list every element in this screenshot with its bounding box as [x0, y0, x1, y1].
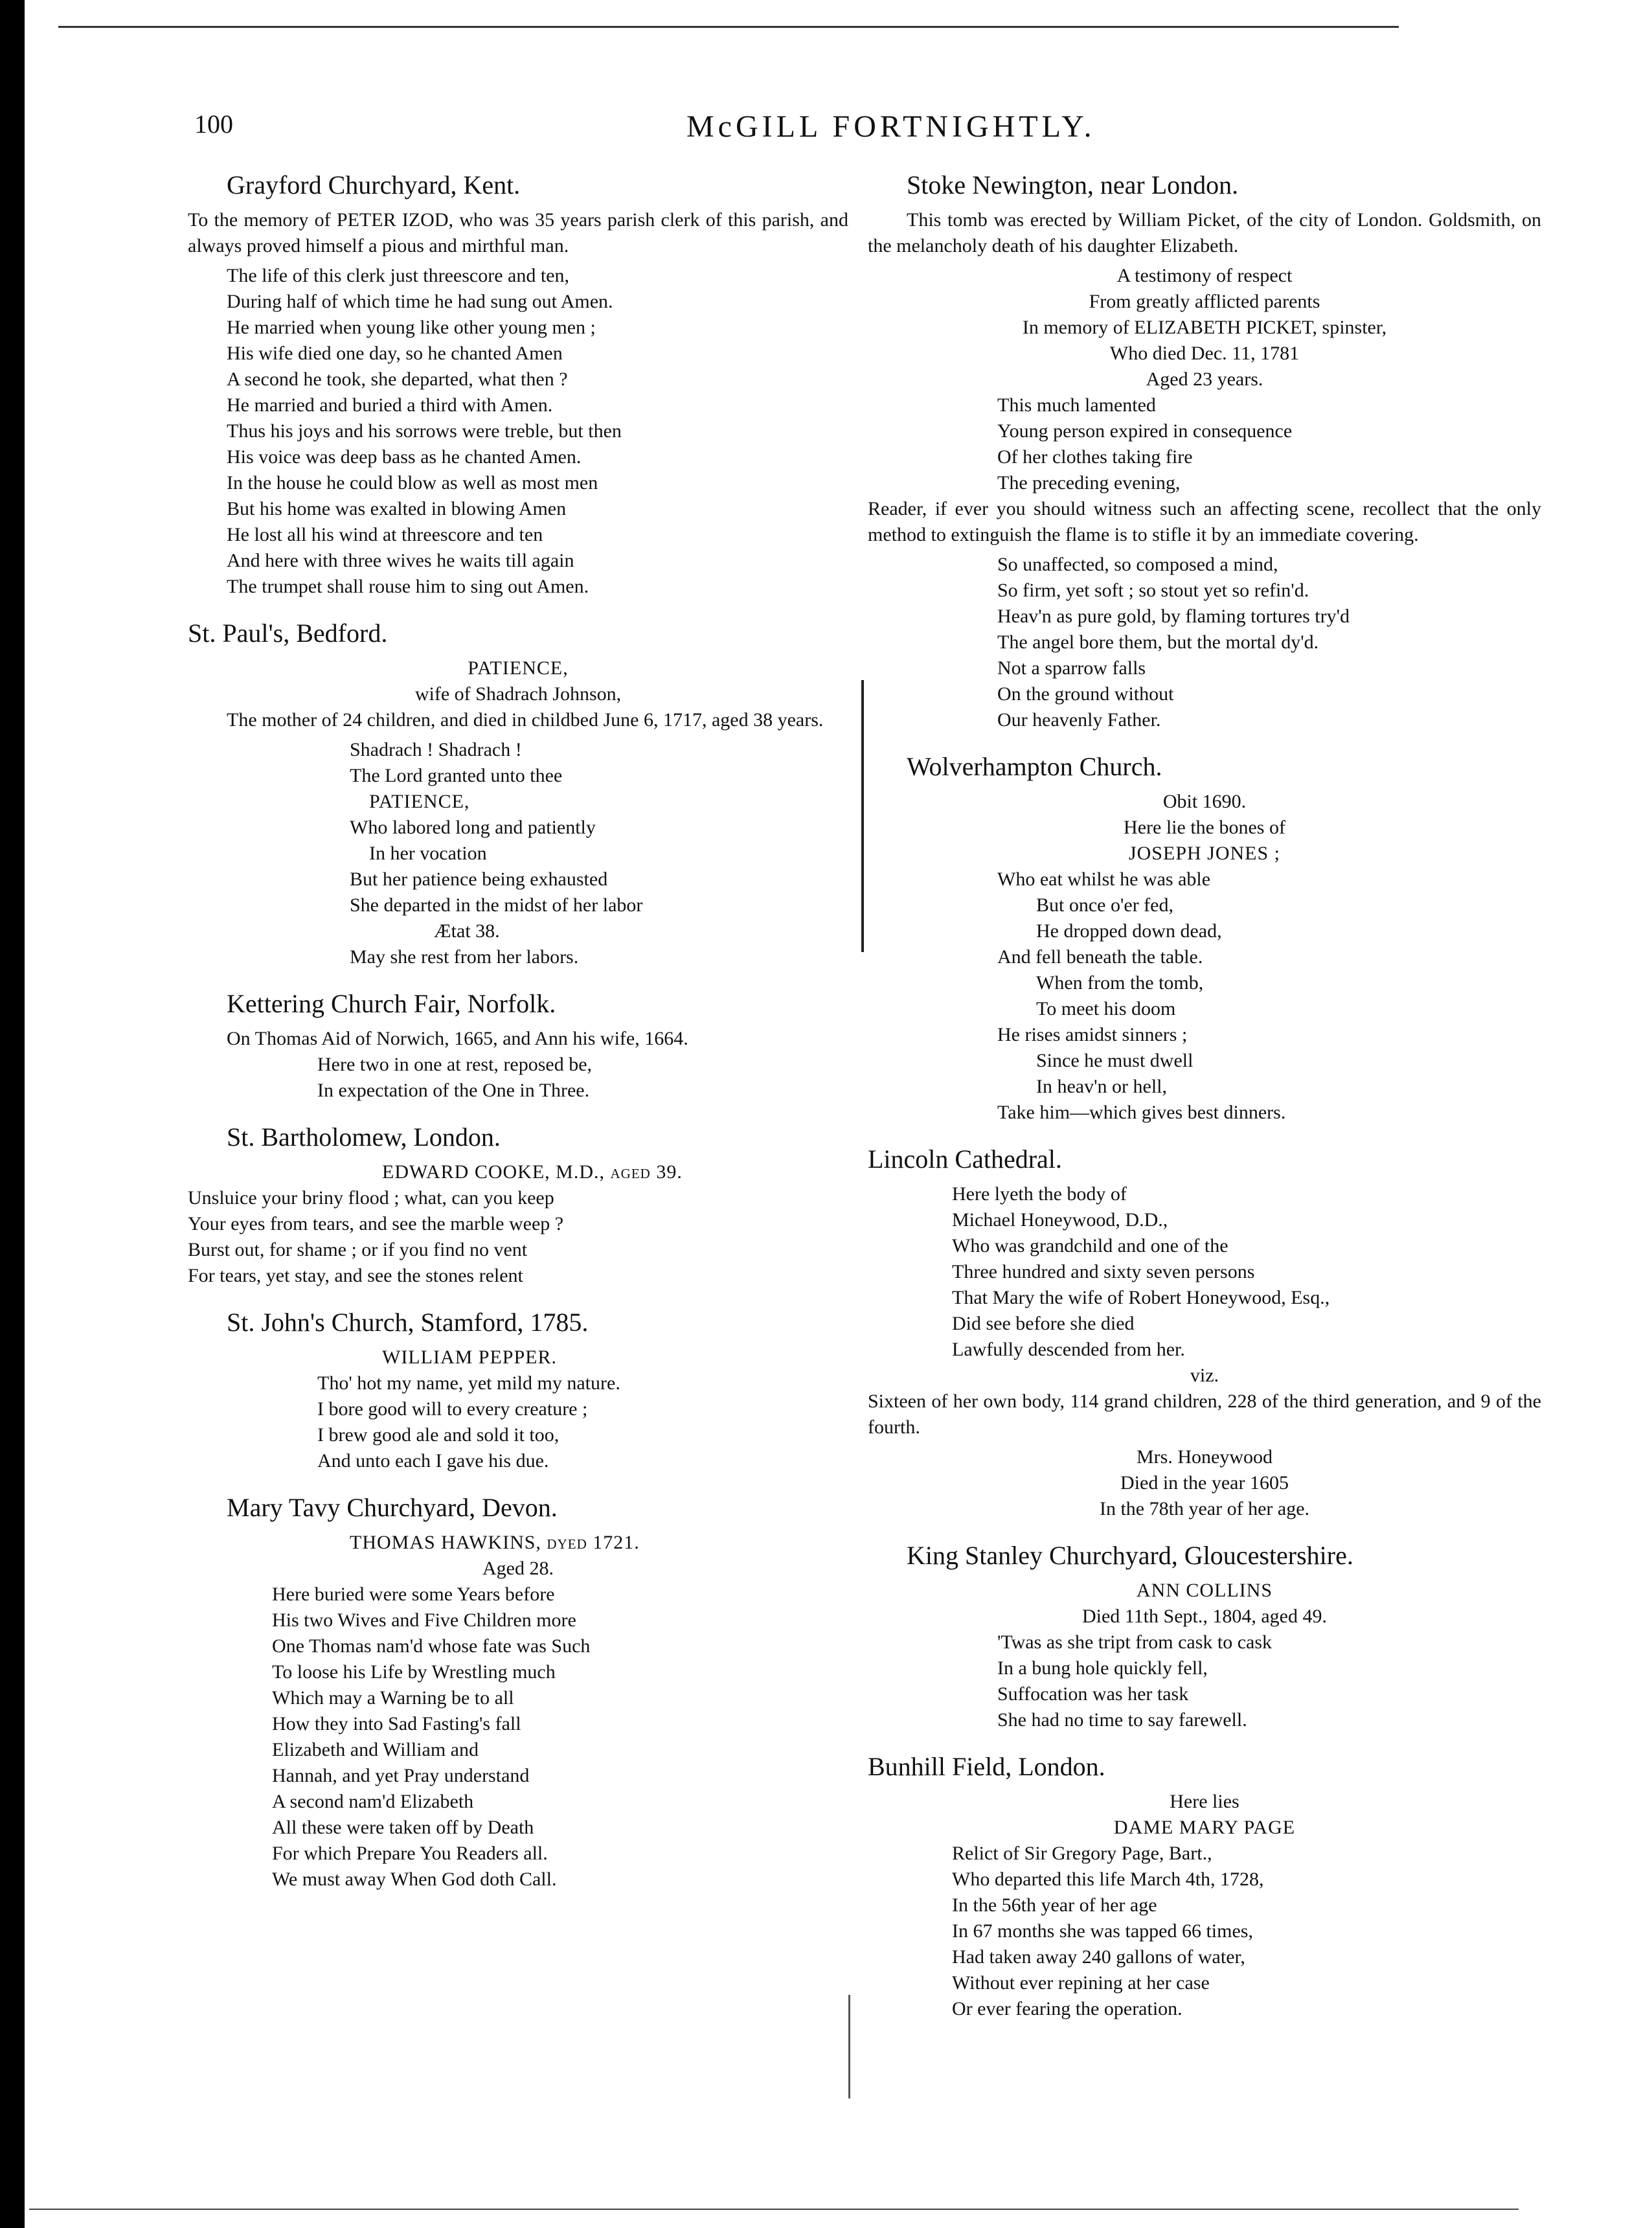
verse-line: Ætat 38. — [434, 920, 500, 942]
verse-line: But her patience being exhausted — [350, 869, 608, 890]
epitaph-line: Aged 23 years. — [1146, 369, 1263, 390]
verse-line: PATIENCE, — [369, 791, 470, 812]
verse-line: Elizabeth and William and — [272, 1739, 479, 1760]
verse-line: And here with three wives he waits till again — [227, 550, 574, 571]
verse-line: His two Wives and Five Children more — [272, 1609, 576, 1631]
verse-line: Who eat whilst he was able — [997, 869, 1211, 890]
deceased-name: WILLIAM PEPPER. — [382, 1347, 557, 1368]
verse-line: Who labored long and patiently — [350, 817, 596, 838]
section-title: Lincoln Cathedral. — [868, 1144, 1062, 1174]
verse-line: How they into Sad Fasting's fall — [272, 1713, 521, 1734]
section-title: St. John's Church, Stamford, 1785. — [227, 1308, 589, 1337]
verse-line: For which Prepare You Readers all. — [272, 1843, 548, 1864]
epitaph-line: A testimony of respect — [1116, 265, 1293, 286]
verse-line: But his home was exalted in blowing Amen — [227, 498, 567, 519]
page-header — [0, 109, 1652, 154]
epitaph-prose: Sixteen of her own body, 114 grand children, 228 of the third generation, and 9 of the fourth. — [868, 1391, 1541, 1438]
verse-line: Heav'n as pure gold, by flaming tortures try'd — [997, 606, 1350, 627]
verse-line: He married and buried a third with Amen. — [227, 394, 553, 416]
epitaph-line: In memory of ELIZABETH PICKET, spinster, — [1022, 317, 1387, 338]
verse-line: The trumpet shall rouse him to sing out Amen. — [227, 576, 589, 597]
verse-line: The preceding evening, — [997, 472, 1181, 494]
verse-line: Thus his joys and his sorrows were treble, but then — [227, 420, 622, 442]
epitaph-line: Obit 1690. — [1162, 791, 1247, 812]
section-title: Mary Tavy Churchyard, Devon. — [227, 1493, 558, 1522]
deceased-name: JOSEPH JONES ; — [1128, 843, 1281, 864]
bottom-rule — [29, 2209, 1519, 2210]
verse-line: Shadrach ! Shadrach ! — [350, 739, 522, 760]
verse-line: One Thomas nam'd whose fate was Such — [272, 1635, 591, 1657]
verse-line: Here two in one at rest, reposed be, — [317, 1054, 593, 1075]
verse-line: He dropped down dead, — [1036, 920, 1222, 942]
verse-line: But once o'er fed, — [1036, 894, 1173, 916]
section-mary-tavy — [188, 1492, 848, 1893]
verse-line: Relict of Sir Gregory Page, Bart., — [952, 1843, 1212, 1864]
verse-line: In the house he could blow as well as most men — [227, 472, 598, 494]
verse-line: Of her clothes taking fire — [997, 446, 1193, 468]
section-title: Bunhill Field, London. — [868, 1752, 1105, 1781]
section-st-bartholomew — [188, 1122, 848, 1289]
section-st-pauls — [188, 618, 848, 970]
section-title: Stoke Newington, near London. — [907, 170, 1239, 199]
verse-line: Unsluice your briny flood ; what, can you keep — [188, 1187, 554, 1209]
epitaph-line: viz. — [1190, 1365, 1219, 1386]
verse-line: When from the tomb, — [1036, 972, 1204, 994]
verse-line: Who departed this life March 4th, 1728, — [952, 1869, 1264, 1890]
verse-line: In heav'n or hell, — [1036, 1076, 1168, 1097]
top-rule — [58, 26, 1399, 28]
verse-line: All these were taken off by Death — [272, 1817, 534, 1838]
deceased-name: PATIENCE, — [468, 657, 569, 679]
epitaph-line: Who died Dec. 11, 1781 — [1109, 343, 1300, 364]
verse-line: On the ground without — [997, 683, 1174, 705]
page-number: 100 — [194, 109, 233, 139]
verse-line: Here lie the bones of — [1124, 817, 1285, 838]
verse-line: Hannah, and yet Pray understand — [272, 1765, 530, 1786]
verse-line: In her vocation — [369, 843, 487, 864]
verse-line: So unaffected, so composed a mind, — [997, 554, 1278, 575]
section-title: King Stanley Churchyard, Gloucestershire. — [907, 1541, 1353, 1570]
verse-line: Who was grandchild and one of the — [952, 1235, 1228, 1256]
verse-line: He married when young like other young men ; — [227, 317, 596, 338]
section-st-johns — [188, 1307, 848, 1474]
verse-line: The life of this clerk just threescore and ten, — [227, 265, 569, 286]
verse-line: The Lord granted unto thee — [350, 765, 563, 786]
epitaph-line: Mrs. Honeywood — [1137, 1446, 1273, 1468]
verse-line: A second nam'd Elizabeth — [272, 1791, 474, 1812]
verse-line: To meet his doom — [1036, 998, 1176, 1019]
verse-line: May she rest from her labors. — [350, 946, 579, 968]
section-stoke-newington — [868, 170, 1541, 733]
verse-line: Tho' hot my name, yet mild my nature. — [317, 1372, 620, 1394]
verse-line: He lost all his wind at threescore and ten — [227, 524, 543, 545]
verse-line: 'Twas as she tript from cask to cask — [997, 1631, 1273, 1653]
verse-line: Since he must dwell — [1036, 1050, 1194, 1071]
deceased-name: EDWARD COOKE, M.D., aged 39. — [382, 1161, 683, 1183]
verse-line: Here lyeth the body of — [952, 1183, 1127, 1205]
verse-line: For tears, yet stay, and see the stones relent — [188, 1265, 523, 1286]
verse-line: Michael Honeywood, D.D., — [952, 1209, 1168, 1231]
deceased-name: DAME MARY PAGE — [1113, 1817, 1296, 1838]
section-title: Wolverhampton Church. — [907, 752, 1162, 781]
right-column — [868, 170, 1541, 2040]
verse-line: During half of which time he had sung out Amen. — [227, 291, 613, 312]
verse-line: His voice was deep bass as he chanted Amen. — [227, 446, 582, 468]
verse-line: Your eyes from tears, and see the marble weep ? — [188, 1213, 564, 1234]
verse-line: I brew good ale and sold it too, — [317, 1424, 560, 1446]
section-wolverhampton — [868, 751, 1541, 1126]
epitaph-intro: The mother of 24 children, and died in childbed June 6, 1717, aged 38 years. — [227, 709, 824, 731]
running-title: McGILL FORTNIGHTLY. — [686, 109, 1096, 144]
verse-line: Or ever fearing the operation. — [952, 1998, 1182, 2019]
deceased-name: THOMAS HAWKINS, dyed 1721. — [350, 1532, 640, 1553]
section-title: St. Bartholomew, London. — [227, 1122, 501, 1152]
epitaph-line: Died in the year 1605 — [1120, 1472, 1289, 1494]
verse-line: Young person expired in consequence — [997, 420, 1293, 442]
verse-line: So firm, yet soft ; so stout yet so refin'd. — [997, 580, 1309, 601]
verse-line: That Mary the wife of Robert Honeywood, Esq., — [952, 1287, 1330, 1308]
verse-line: She had no time to say farewell. — [997, 1709, 1247, 1731]
verse-line: This much lamented — [997, 394, 1156, 416]
verse-line: Here buried were some Years before — [272, 1584, 555, 1605]
epitaph-line: In the 78th year of her age. — [1099, 1498, 1310, 1519]
section-grayford — [188, 170, 848, 600]
verse-line: We must away When God doth Call. — [272, 1869, 557, 1890]
verse-line: His wife died one day, so he chanted Amen — [227, 343, 563, 364]
verse-line: Which may a Warning be to all — [272, 1687, 514, 1709]
epitaph-line: Died 11th Sept., 1804, aged 49. — [1081, 1606, 1327, 1627]
verse-line: And fell beneath the table. — [997, 946, 1203, 968]
verse-line: To loose his Life by Wrestling much — [272, 1661, 556, 1683]
column-divider-lower — [848, 1995, 850, 2098]
verse-line: Without ever repining at her case — [952, 1972, 1210, 1994]
verse-line: Lawfully descended from her. — [952, 1339, 1185, 1360]
epitaph-intro: This tomb was erected by William Picket, of the city of London. Goldsmith, on the melancholy death of his daughter Elizabeth. — [868, 209, 1541, 256]
verse-line: Burst out, for shame ; or if you find no vent — [188, 1239, 528, 1260]
section-title: Kettering Church Fair, Norfolk. — [227, 989, 556, 1018]
verse-line: The angel bore them, but the mortal dy'd. — [997, 631, 1319, 653]
deceased-name: ANN COLLINS — [1136, 1580, 1273, 1601]
epitaph-line: wife of Shadrach Johnson, — [414, 683, 622, 705]
epitaph-intro: To the memory of PETER IZOD, who was 35 years parish clerk of this parish, and always proved himself a pious and mirthful man. — [188, 209, 848, 256]
section-bunhill — [868, 1751, 1541, 2022]
epitaph-prose: Reader, if ever you should witness such an affecting scene, recollect that the only method to extinguish the flame is to stifle it by an immediate covering. — [868, 498, 1541, 545]
left-column — [188, 170, 848, 1911]
verse-line: In the 56th year of her age — [952, 1894, 1157, 1916]
verse-line: In expectation of the One in Three. — [317, 1080, 590, 1101]
column-divider — [861, 680, 864, 952]
section-title: St. Paul's, Bedford. — [188, 619, 388, 648]
verse-line: On Thomas Aid of Norwich, 1665, and Ann his wife, 1664. — [227, 1028, 688, 1049]
epitaph-line: From greatly afflicted parents — [1089, 291, 1320, 312]
verse-line: In 67 months she was tapped 66 times, — [952, 1920, 1253, 1942]
epitaph-line: Aged 28. — [482, 1558, 554, 1579]
verse-line: Had taken away 240 gallons of water, — [952, 1946, 1245, 1968]
verse-line: Three hundred and sixty seven persons — [952, 1261, 1255, 1282]
section-king-stanley — [868, 1540, 1541, 1733]
verse-line: In a bung hole quickly fell, — [997, 1657, 1208, 1679]
verse-line: Suffocation was her task — [997, 1683, 1189, 1705]
verse-line: Take him—which gives best dinners. — [997, 1102, 1286, 1123]
section-kettering — [188, 988, 848, 1104]
section-title: Grayford Churchyard, Kent. — [227, 170, 521, 199]
verse-line: She departed in the midst of her labor — [350, 894, 643, 916]
verse-line: And unto each I gave his due. — [317, 1450, 549, 1472]
page-edge-shadow — [0, 0, 25, 2228]
verse-line: I bore good will to every creature ; — [317, 1398, 588, 1420]
verse-line: Not a sparrow falls — [997, 657, 1146, 679]
verse-line: He rises amidst sinners ; — [997, 1024, 1188, 1045]
verse-line: Did see before she died — [952, 1313, 1135, 1334]
epitaph-line: Here lies — [1170, 1791, 1239, 1812]
verse-line: A second he took, she departed, what then ? — [227, 369, 568, 390]
section-lincoln — [868, 1144, 1541, 1522]
verse-line: Our heavenly Father. — [997, 709, 1161, 731]
